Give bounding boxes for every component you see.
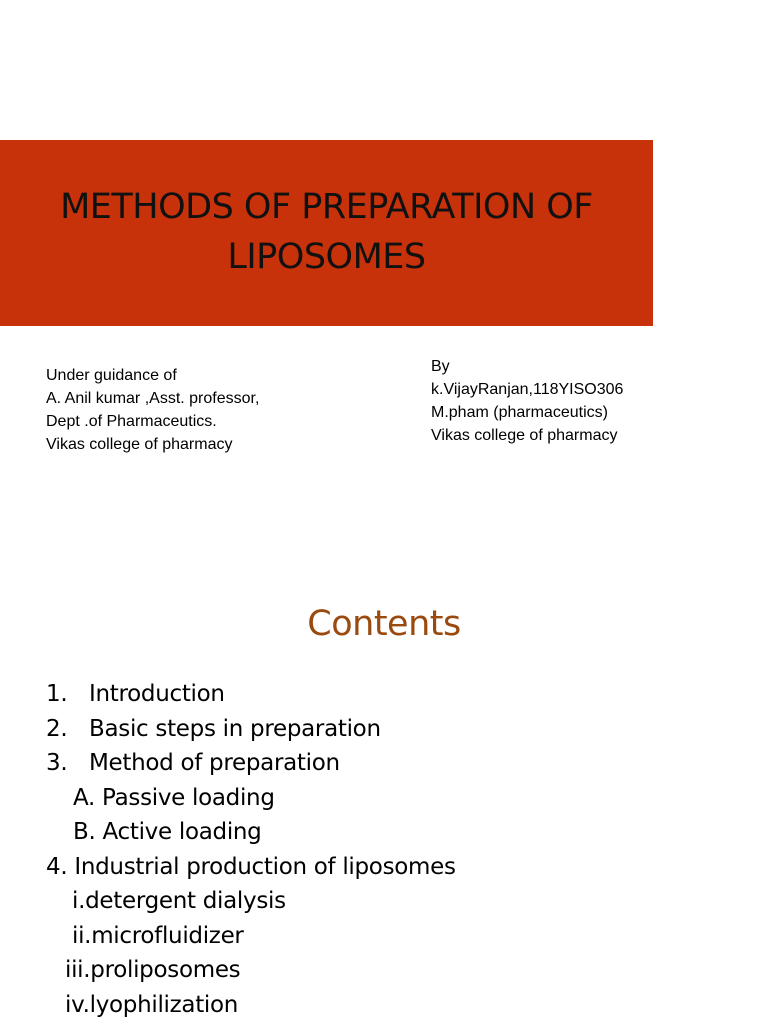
- list-item: [46, 712, 456, 747]
- list-item: iii.proliposomes: [65, 957, 241, 983]
- list-item: [46, 677, 456, 712]
- list-item-number: 3.: [46, 750, 68, 776]
- author-line: k.VijayRanjan,118YISO306: [431, 381, 624, 398]
- list-item: [46, 746, 456, 781]
- author-line: Vikas college of pharmacy: [431, 427, 618, 444]
- list-item-number: 1.: [46, 681, 68, 707]
- list-item: ii.microfluidizer: [72, 922, 244, 949]
- list-item: iv.lyophilization: [65, 991, 239, 1018]
- title-line-1: METHODS OF PREPARATION OF: [60, 187, 593, 227]
- contents-heading: Contents: [307, 604, 461, 644]
- guidance-line: Vikas college of pharmacy: [46, 436, 233, 453]
- list-item-number: 2.: [46, 715, 68, 742]
- guidance-block: [46, 364, 259, 456]
- list-item: B. Active loading: [73, 819, 262, 845]
- author-block: [431, 355, 623, 447]
- title-line-2: LIPOSOMES: [227, 237, 426, 277]
- author-line: M.pham (pharmaceutics): [431, 404, 608, 421]
- list-item-text: Basic steps in preparation: [89, 715, 381, 742]
- contents-list: [46, 677, 456, 1022]
- list-item-text: Introduction: [89, 681, 225, 707]
- list-item: i.detergent dialysis: [72, 888, 286, 914]
- list-item-text: Method of preparation: [89, 750, 340, 776]
- title-banner: [0, 140, 653, 326]
- guidance-line: Dept .of Pharmaceutics.: [46, 413, 217, 430]
- guidance-line: A. Anil kumar ,Asst. professor,: [46, 390, 260, 407]
- author-line: By: [431, 358, 450, 375]
- list-item: 4. Industrial production of liposomes: [46, 853, 456, 880]
- page-title: [0, 182, 653, 282]
- list-item: A. Passive loading: [73, 784, 275, 811]
- guidance-line: Under guidance of: [46, 367, 177, 384]
